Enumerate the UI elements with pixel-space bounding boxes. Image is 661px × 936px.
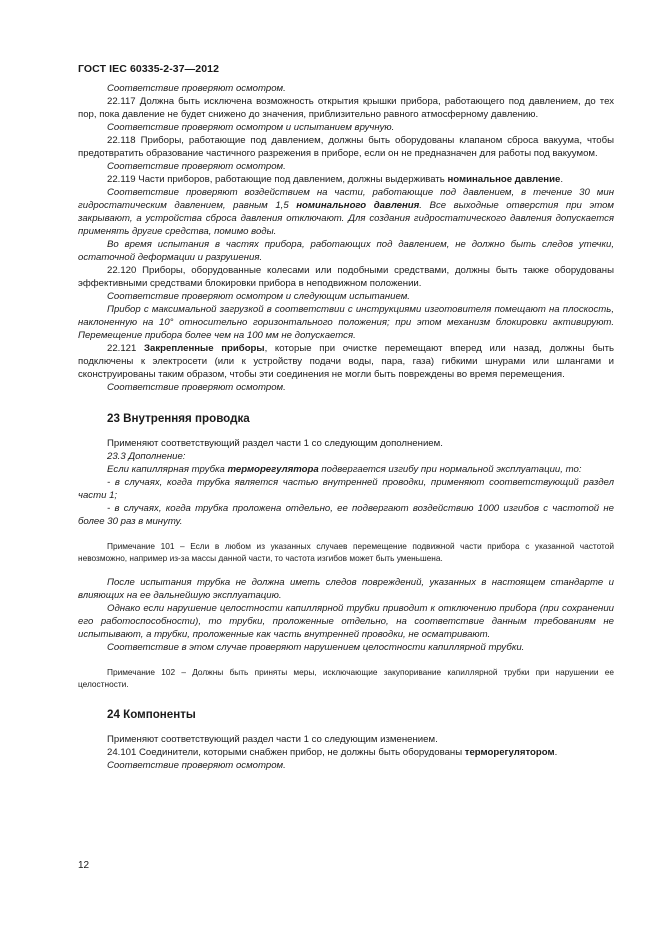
note-102: Примечание 102 – Должны быть приняты меры, исключающие закупоривание капиллярной трубки при нарушении ее целостности. [78,667,614,689]
document-header: ГОСТ IEC 60335-2-37—2012 [78,63,220,75]
test-paragraph: Во время испытания в частях прибора, работающих под давлением, не должно быть следов утечки, остаточной деформации и разрушения. [78,239,614,263]
list-item: - в случаях, когда трубка является частью внутренней проводки, применяют соответствующий раздел части 1; [78,477,614,501]
test-text: . Все выходные отверстия при этом закрывают, а устройства сброса давления отключают. Для создания гидростатического давления допускается применять другие средства, помимо воды. [78,200,614,237]
clause-22-120: 22.120 Приборы, оборудованные колесами или подобными средствами, должны быть также оборудованы эффективными средствами блокировки прибора в неподвижном положении. [78,265,614,289]
note-101: Примечание 101 – Если в любом из указанных случаев перемещение подвижной части прибора с указанной частотой невозможно, например из-за массы данной части, то частота изгибов может быть уменьшена. [78,541,614,563]
clause-text: 22.121 [107,343,144,354]
defined-term: номинального давления [296,200,420,211]
compliance-text: Соответствие проверяют осмотром. [107,83,286,94]
defined-term: номинальное давление [447,174,561,185]
addition-label: 23.3 Дополнение: [107,451,186,462]
compliance-text: Соответствие проверяют осмотром. [107,161,286,172]
section-intro: Применяют соответствующий раздел части 1 со следующим изменением. [107,734,438,745]
test-text: подвергается изгибу при нормальной эксплуатации, то: [318,464,582,475]
defined-term: Закрепленные приборы [144,343,265,354]
page-number: 12 [78,860,90,871]
section-heading-23: 23 Внутренняя проводка [107,412,250,425]
test-paragraph [78,186,614,238]
clause-text: 22.119 Части приборов, работающие под давлением, должны выдерживать [107,174,448,185]
compliance-text: Соответствие проверяют осмотром и следующим испытанием. [107,291,410,302]
clause-24-101 [78,746,614,759]
clause-22-117: 22.117 Должна быть исключена возможность открытия крышки прибора, работающего под давлением, до тех пор, пока давление не будет снижено до значения, приблизительно равного атмосферному давлению. [78,96,614,120]
section-heading-24: 24 Компоненты [107,708,196,721]
test-paragraph: После испытания трубка не должна иметь следов повреждений, указанных в настоящем стандарте и влияющих на ее дальнейшую эксплуатацию. [78,577,614,601]
clause-text: 24.101 Соединители, которыми снабжен прибор, не должны быть оборудованы [107,747,465,758]
compliance-text: Соответствие проверяют осмотром. [107,382,286,393]
clause-text: . [554,747,558,758]
clause-22-119 [78,173,614,186]
test-paragraph: Прибор с максимальной загрузкой в соответствии с инструкциями изготовителя помещают на плоскость, наклоненную на 10° относительно горизонтального положения; при этом механизм блокировки активируют. Перемещение прибора более чем на 100 мм не допускается. [78,304,614,341]
test-text: Если капиллярная трубка [107,464,228,475]
defined-term: терморегулятора [227,464,319,475]
compliance-text: Соответствие проверяют осмотром и испытанием вручную. [107,122,395,133]
clause-text: , которые при очистке перемещают вперед или назад, должны быть подключены к электросети (или к устройству подачи воды, пара, газа) гибкими шнурами или шлангами и сконструированы таким образом, чтобы эти соединения не могли быть повреждены во время перемещения. [78,343,614,380]
clause-text: . [560,174,563,185]
test-text: Соответствие проверяют воздействием на части, работающие под давлением, в течение 30 мин гидростатическим давлением, равным 1,5 [78,187,614,211]
clause-22-121 [78,342,614,381]
compliance-text: Соответствие в этом случае проверяют нарушением целостности капиллярной трубки. [107,642,525,653]
document-body [78,82,614,772]
section-intro: Применяют соответствующий раздел части 1 со следующим дополнением. [107,438,443,449]
defined-term: терморегулятором [464,747,555,758]
test-paragraph [78,463,614,476]
clause-22-118: 22.118 Приборы, работающие под давлением, должны быть оборудованы клапаном сброса вакуума, чтобы предотвратить образование частичного разрежения в приборе, если он не предназначен для работы под вакуумом. [78,135,614,159]
list-item: - в случаях, когда трубка проложена отдельно, ее подвергают воздействию 1000 изгибов с частотой не более 30 раз в минуту. [78,503,614,527]
test-paragraph: Однако если нарушение целостности капиллярной трубки приводит к отключению прибора (при сохранении его работоспособности), то трубки, проложенные отдельно, на соответствие данным требованиям не испытывают, а трубки, проложенные как часть внутренней проводки, не осматривают. [78,603,614,640]
compliance-text: Соответствие проверяют осмотром. [107,760,286,771]
